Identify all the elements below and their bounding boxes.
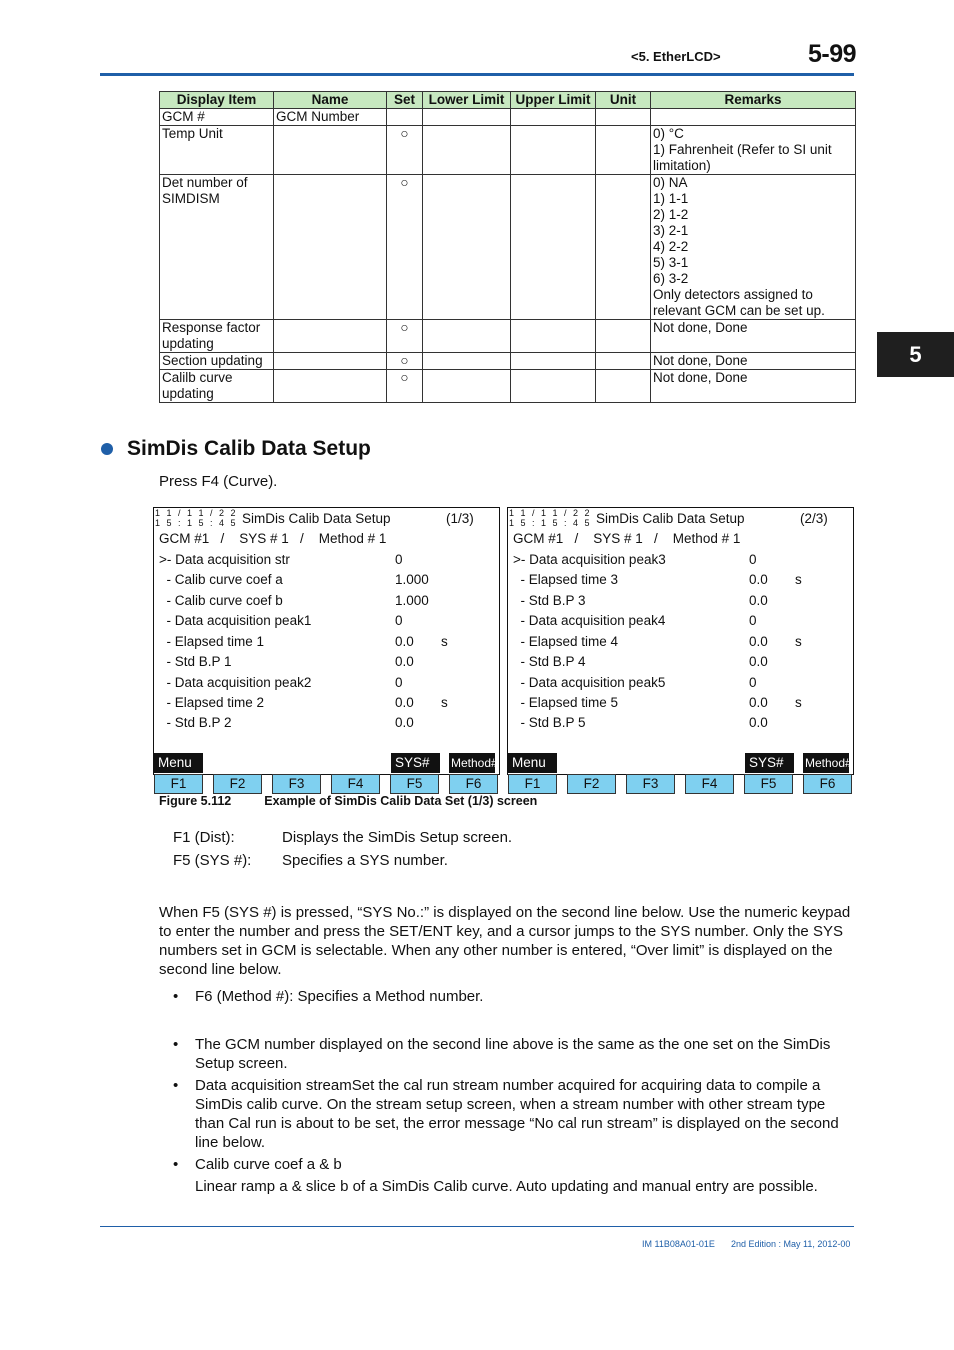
row-value: 0: [395, 613, 403, 628]
cell-set: [387, 109, 423, 126]
bullet-mark: •: [173, 1036, 179, 1053]
screen-row[interactable]: [513, 572, 851, 592]
f2-key[interactable]: F2: [213, 774, 262, 794]
screen-row[interactable]: [159, 715, 497, 735]
softkey-sys[interactable]: SYS#: [745, 753, 794, 773]
col-header: Name: [274, 92, 387, 109]
cell-item: Det number of SIMDISM: [160, 175, 274, 320]
row-label: - Elapsed time 3: [513, 572, 619, 587]
col-header: Display Item: [160, 92, 274, 109]
cell-set: ○: [387, 320, 423, 353]
screen-row[interactable]: [159, 675, 497, 695]
fkey-desc-key: F1 (Dist):: [173, 829, 235, 846]
row-value: 0: [749, 675, 757, 690]
bullet-item: [173, 1155, 853, 1174]
body-paragraph: When F5 (SYS #) is pressed, “SYS No.:” is displayed on the second line below. Use the numeric keypad to enter the number and press the SET/ENT key, and a cursor jumps to the SYS number. Only the SYS numbers set in GCM is selectable. When any other number is entered, “Over limit” is displayed on the second line below.: [159, 904, 851, 978]
fkey-desc-row: [173, 852, 448, 869]
f1-key[interactable]: F1: [508, 774, 557, 794]
softkey-menu[interactable]: Menu: [508, 753, 557, 773]
screen-row[interactable]: [159, 634, 497, 654]
row-value: 0.0: [749, 695, 768, 710]
col-header: Unit: [596, 92, 651, 109]
cell-name: [274, 126, 387, 175]
cell-set: ○: [387, 126, 423, 175]
screen-row[interactable]: [159, 552, 497, 572]
cell-item: Calilb curve updating: [160, 370, 274, 403]
cell-remarks: Not done, Done: [651, 353, 856, 370]
cell-item: Response factor updating: [160, 320, 274, 353]
row-label: - Std B.P 5: [513, 715, 586, 730]
lcd-screen-2: [507, 507, 854, 775]
row-unit: s: [795, 634, 802, 649]
row-label: - Elapsed time 5: [513, 695, 619, 710]
row-label: - Elapsed time 4: [513, 634, 619, 649]
bullet-text: Data acquisition streamSet the cal run stream number acquired for acquiring data to compile a SimDis calib curve. On the stream setup screen, when a stream number with other stream type than Cal run is about to be set, the error message “No cal run stream” is displayed on the second line below.: [195, 1077, 839, 1151]
cell-name: [274, 370, 387, 403]
cell-item: Temp Unit: [160, 126, 274, 175]
f6-key[interactable]: F6: [803, 774, 852, 794]
screen-row[interactable]: [513, 613, 851, 633]
row-label: - Calib curve coef b: [159, 593, 283, 608]
softkey-method[interactable]: Method#: [449, 753, 495, 773]
table-row: [160, 109, 856, 126]
row-value: 0.0: [395, 654, 414, 669]
row-unit: s: [441, 634, 448, 649]
row-label: >- Data acquisition str: [159, 552, 290, 567]
table-header-row: [160, 92, 856, 109]
cell-name: [274, 320, 387, 353]
fkey-desc-text: Specifies a SYS number.: [282, 852, 448, 869]
row-label: - Data acquisition peak4: [513, 613, 666, 628]
row-value: 1.000: [395, 593, 429, 608]
row-label: - Std B.P 4: [513, 654, 586, 669]
table-row: [160, 353, 856, 370]
col-header: Upper Limit: [511, 92, 596, 109]
figure-caption-text: Example of SimDis Calib Data Set (1/3) screen: [264, 794, 538, 808]
softkey-method[interactable]: Method#: [803, 753, 849, 773]
fkey-desc-key: F5 (SYS #):: [173, 852, 252, 869]
page-number: 5-99: [808, 40, 857, 68]
section-label: <5. EtherLCD>: [631, 49, 721, 64]
screen-context-line: GCM #1 / SYS # 1 / Method # 1: [159, 531, 387, 546]
f4-key[interactable]: F4: [331, 774, 380, 794]
fkey-desc-text: Displays the SimDis Setup screen.: [282, 829, 513, 846]
screen-row[interactable]: [513, 634, 851, 654]
f3-key[interactable]: F3: [626, 774, 675, 794]
row-label: - Elapsed time 2: [159, 695, 265, 710]
chapter-tab: 5: [877, 332, 954, 377]
cell-item: Section updating: [160, 353, 274, 370]
bullet-text: Calib curve coef a & b: [195, 1156, 342, 1173]
f5-key[interactable]: F5: [390, 774, 439, 794]
cell-item: GCM #: [160, 109, 274, 126]
screen-row[interactable]: [159, 593, 497, 613]
bullet-text: The GCM number displayed on the second line above is the same as the one set on the SimDis Setup screen.: [195, 1036, 831, 1072]
bullet-mark: •: [173, 1077, 179, 1094]
screen-row[interactable]: [513, 593, 851, 613]
lcd-screen-1: [153, 507, 500, 775]
row-unit: s: [795, 572, 802, 587]
f1-key[interactable]: F1: [154, 774, 203, 794]
f4-key[interactable]: F4: [685, 774, 734, 794]
row-label: - Data acquisition peak1: [159, 613, 312, 628]
f5-key[interactable]: F5: [744, 774, 793, 794]
bullet-continuation-text: Linear ramp a & slice b of a SimDis Calib curve. Auto updating and manual entry are possible.: [195, 1178, 818, 1195]
row-value: 0.0: [395, 715, 414, 730]
row-unit: s: [441, 695, 448, 710]
row-label: - Std B.P 3: [513, 593, 586, 608]
table-row: [160, 126, 856, 175]
row-label: - Data acquisition peak5: [513, 675, 666, 690]
row-value: 1.000: [395, 572, 429, 587]
screen-context-line: GCM #1 / SYS # 1 / Method # 1: [513, 531, 741, 546]
f6-key[interactable]: F6: [449, 774, 498, 794]
softkey-sys[interactable]: SYS#: [391, 753, 440, 773]
cell-set: ○: [387, 370, 423, 403]
cell-set: ○: [387, 353, 423, 370]
screen-row[interactable]: [513, 552, 851, 572]
fkey-desc-row: [173, 829, 513, 846]
bullet-mark: •: [173, 1156, 179, 1173]
row-value: 0.0: [395, 634, 414, 649]
row-value: 0: [749, 613, 757, 628]
row-label: >- Data acquisition peak3: [513, 552, 666, 567]
col-header: Remarks: [651, 92, 856, 109]
section-heading-text: SimDis Calib Data Setup: [127, 437, 371, 460]
row-value: 0.0: [749, 593, 768, 608]
cell-remarks: Not done, Done: [651, 320, 856, 353]
f3-key[interactable]: F3: [272, 774, 321, 794]
screen-row[interactable]: [513, 715, 851, 735]
bullet-item: [173, 987, 853, 1006]
table-row: [160, 175, 856, 320]
function-keys-1: [154, 774, 498, 794]
spec-table: [159, 91, 856, 403]
screen-datetime: 1 1 / 1 1 / 2 2 1 5 : 1 5 : 4 5: [155, 508, 238, 528]
screen-title: SimDis Calib Data Setup: [242, 511, 391, 526]
row-value: 0: [395, 552, 403, 567]
row-value: 0.0: [749, 715, 768, 730]
screen-row[interactable]: [159, 695, 497, 715]
figure-number: Figure 5.112: [159, 794, 232, 808]
row-label: - Data acquisition peak2: [159, 675, 312, 690]
bullet-item: [173, 1035, 853, 1073]
cell-remarks: [651, 109, 856, 126]
row-unit: s: [795, 695, 802, 710]
screen-row[interactable]: [513, 654, 851, 674]
cell-set: ○: [387, 175, 423, 320]
footer-rule: [100, 1226, 854, 1227]
row-value: 0.0: [749, 654, 768, 669]
function-keys-2: [508, 774, 852, 794]
cell-name: [274, 353, 387, 370]
figure-caption: [159, 794, 537, 808]
cell-remarks: Not done, Done: [651, 370, 856, 403]
cell-remarks: 0) NA 1) 1-1 2) 1-2 3) 2-1 4) 2-2 5) 3-1 6) 3-2 Only detectors assigned to relevant GCM can be set up.: [651, 175, 856, 320]
screen-page-indicator: (1/3): [446, 511, 474, 526]
footer-edition: 2nd Edition : May 11, 2012-00: [731, 1239, 851, 1249]
screen-title: SimDis Calib Data Setup: [596, 511, 745, 526]
row-value: 0.0: [749, 634, 768, 649]
table-row: [160, 320, 856, 353]
row-value: 0.0: [395, 695, 414, 710]
instruction-text: Press F4 (Curve).: [159, 473, 278, 490]
screen-row[interactable]: [513, 695, 851, 715]
softkey-menu[interactable]: Menu: [154, 753, 203, 773]
header-rule: [100, 73, 854, 76]
bullet-text: F6 (Method #): Specifies a Method number.: [195, 988, 484, 1005]
screen-row[interactable]: [159, 572, 497, 592]
row-label: - Elapsed time 1: [159, 634, 265, 649]
cell-remarks: 0) °C 1) Fahrenheit (Refer to SI unit limitation): [651, 126, 856, 175]
screen-datetime: 1 1 / 1 1 / 2 2 1 5 : 1 5 : 4 5: [509, 508, 592, 528]
footer-doc-number: IM 11B08A01-01E: [642, 1239, 715, 1249]
screen-row[interactable]: [159, 613, 497, 633]
screen-row[interactable]: [159, 654, 497, 674]
section-heading: [101, 437, 371, 461]
row-label: - Calib curve coef a: [159, 572, 283, 587]
row-value: 0: [749, 552, 757, 567]
row-value: 0: [395, 675, 403, 690]
bullet-dot-icon: [101, 443, 113, 455]
row-label: - Std B.P 2: [159, 715, 232, 730]
col-header: Set: [387, 92, 423, 109]
screen-row[interactable]: [513, 675, 851, 695]
screen-page-indicator: (2/3): [800, 511, 828, 526]
f2-key[interactable]: F2: [567, 774, 616, 794]
bullet-continuation: [173, 1177, 853, 1196]
row-label: - Std B.P 1: [159, 654, 232, 669]
row-value: 0.0: [749, 572, 768, 587]
bullet-mark: •: [173, 988, 179, 1005]
cell-name: [274, 175, 387, 320]
bullet-item: [173, 1076, 853, 1152]
col-header: Lower Limit: [423, 92, 511, 109]
cell-name: GCM Number: [274, 109, 387, 126]
table-row: [160, 370, 856, 403]
